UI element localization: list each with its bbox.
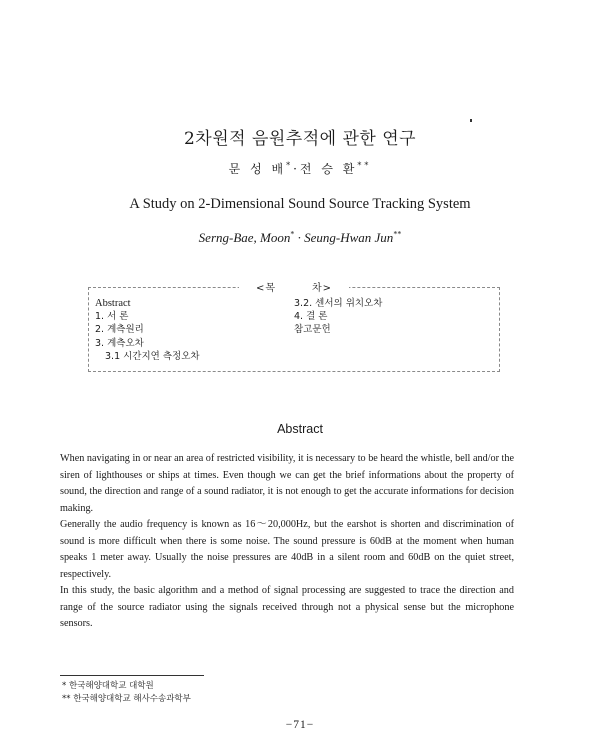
toc-item: 3. 계측오차 (95, 337, 144, 349)
abstract-paragraph: In this study, the basic algorithm and a method of signal processing are suggested to trace the direction and range of the source radiator using the signals received through not a physical sense but the microphone sensors. (60, 585, 514, 629)
abstract-paragraph: Generally the audio frequency is known as 16～20,000Hz, but the earshot is shorten and discrimination of sound is more difficult when there is some noise. The sound pressure is 60dB at the moment when human speaks 1 meter away. Usually the noise pressures are 40dB in a silent room and 60dB on the quiet street, respectively. (60, 519, 514, 580)
toc-item: 3.2. 센서의 위치오차 (294, 298, 383, 309)
toc-item: 2. 계측원리 (95, 324, 144, 336)
scan-speck (470, 119, 472, 122)
toc-item: Abstract (95, 298, 131, 309)
footnote: ** 한국해양대학교 해사수송과학부 (62, 694, 191, 704)
english-authors (0, 230, 600, 246)
author-1-ko: 문 성 배 (228, 162, 287, 176)
footnote-rule (60, 675, 204, 676)
page-number: −71− (285, 719, 315, 731)
toc-item: 3.1 시간지연 측정오차 (105, 350, 200, 362)
korean-authors (0, 160, 600, 177)
abstract-heading: Abstract (277, 422, 323, 436)
table-of-contents (88, 283, 500, 372)
author-1-mark: * (286, 161, 294, 170)
author-1-en: Serng-Bae, Moon (198, 230, 291, 245)
footnotes (62, 680, 191, 706)
footnote: * 한국해양대학교 대학원 (62, 681, 154, 691)
toc-heading-right: 차> (312, 283, 333, 294)
toc-item: 1. 서 론 (95, 311, 129, 323)
toc-heading (239, 279, 349, 294)
toc-right-column (294, 297, 382, 337)
toc-heading-left: <목 (255, 283, 276, 294)
abstract-paragraph: When navigating in or near an area of restricted visibility, it is necessary to be heard the whistle, bell and/or the siren of lighthouses or ships at times. Even though we can get the brief informations about the property of sound, the direction and range of a sound radiator, it is not enough to get the accurate informations for decision making. (60, 453, 514, 514)
author-separator: · (293, 162, 300, 176)
english-title: A Study on 2-Dimensional Sound Source Tracking System (129, 196, 471, 212)
toc-item: 4. 결 론 (294, 311, 328, 323)
author-2-en-mark: ** (393, 229, 402, 239)
toc-left-column (95, 297, 200, 363)
abstract-body (60, 451, 514, 633)
author-2-en: Seung-Hwan Jun (304, 230, 394, 245)
author-2-ko: 전 승 환 (299, 162, 358, 176)
korean-title: 2차원적 음원추적에 관한 연구 (183, 129, 417, 149)
toc-item: 참고문헌 (294, 324, 331, 336)
author-en-separator: · (294, 230, 305, 245)
author-2-mark: ** (357, 161, 372, 170)
author-1-en-mark: * (290, 229, 295, 239)
